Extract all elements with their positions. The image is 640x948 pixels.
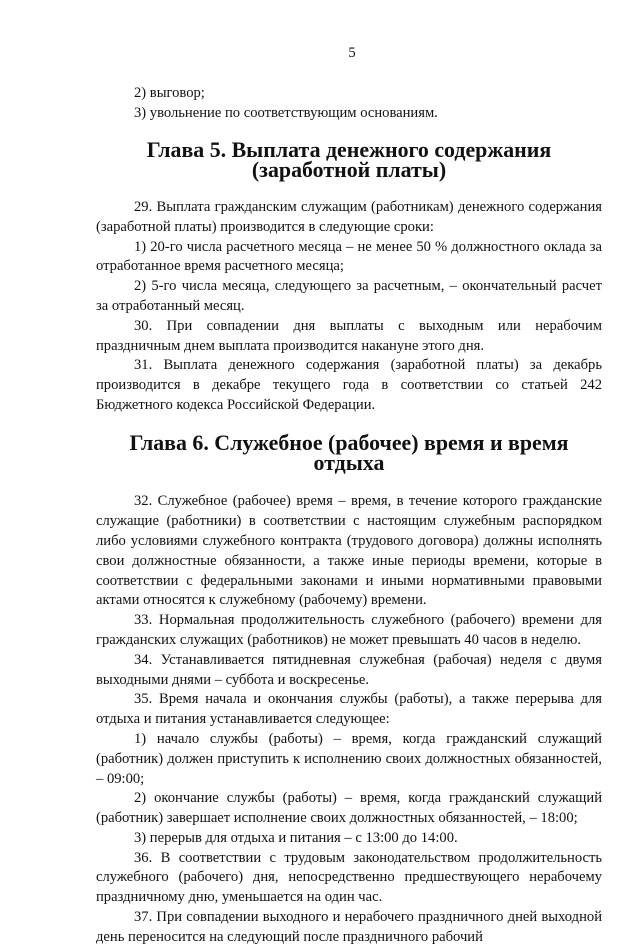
paragraph-29-item-1: 1) 20-го числа расчетного месяца – не менее 50 % должностного оклада за отработанное время расчетного месяца; <box>96 238 602 275</box>
page-number: 5 <box>348 45 356 61</box>
paragraph-35-item-2: 2) окончание службы (работы) – время, когда гражданский служащий (работник) завершает исполнение своих должностных обязанностей, – 18:00; <box>96 790 602 827</box>
list-item-reprimand: 2) выговор; <box>134 84 205 101</box>
chapter-5-heading: Глава 5. Выплата денежного содержания (заработной платы) <box>146 137 552 183</box>
chapter-6-body <box>96 492 602 947</box>
list-item-dismissal: 3) увольнение по соответствующим основаниям. <box>134 104 438 121</box>
paragraph-36: 36. В соответствии с трудовым законодательством продолжительность служебного (рабочего) дня, непосредственно предшествующего нерабочему праздничному дню, уменьшается на один час. <box>96 849 602 906</box>
paragraph-33: 33. Нормальная продолжительность служебного (рабочего) времени для гражданских служащих (работников) не может превышать 40 часов в неделю. <box>96 612 602 648</box>
document-page <box>96 44 602 948</box>
paragraph-35-item-3: 3) перерыв для отдыха и питания – с 13:00 до 14:00. <box>134 829 458 846</box>
paragraph-32: 32. Служебное (рабочее) время – время, в течение которого гражданские служащие (работники) в соответствии с настоящим служебным распорядком либо условиями служебного контракта (трудового договора) должны исполнять свои должностные обязанности, а также иные периоды времени, которые в соответствии с федеральными законами и иными нормативными правовыми актами относятся к служебному (рабочему) времени. <box>96 493 602 609</box>
paragraph-30: 30. При совпадении дня выплаты с выходным или нерабочим праздничным днем выплата производится накануне этого дня. <box>96 317 602 354</box>
paragraph-34: 34. Устанавливается пятидневная служебная (рабочая) неделя с двумя выходными днями – суббота и воскресенье. <box>96 651 602 688</box>
chapter-5-body <box>96 198 602 416</box>
paragraph-29: 29. Выплата гражданским служащим (работникам) денежного содержания (заработной платы) производится в следующие сроки: <box>96 198 602 235</box>
paragraph-37: 37. При совпадении выходного и нерабочего праздничного дней выходной день переносится на следующий после праздничного рабочий <box>96 909 602 945</box>
chapter-6-heading: Глава 6. Служебное (рабочее) время и время отдыха <box>129 429 569 475</box>
paragraph-35: 35. Время начала и окончания службы (работы), а также перерыва для отдыха и питания устанавливается следующее: <box>96 691 602 728</box>
paragraph-31: 31. Выплата денежного содержания (заработной платы) за декабрь производится в декабре текущего года в соответствии со статьей 242 Бюджетного кодекса Российской Федерации. <box>96 357 602 413</box>
paragraph-35-item-1: 1) начало службы (работы) – время, когда гражданский служащий (работник) должен приступить к исполнению своих должностных обязанностей, – 09:00; <box>96 730 602 787</box>
paragraph-29-item-2: 2) 5-го числа месяца, следующего за расчетным, – окончательный расчет за отработанный месяц. <box>96 278 602 314</box>
